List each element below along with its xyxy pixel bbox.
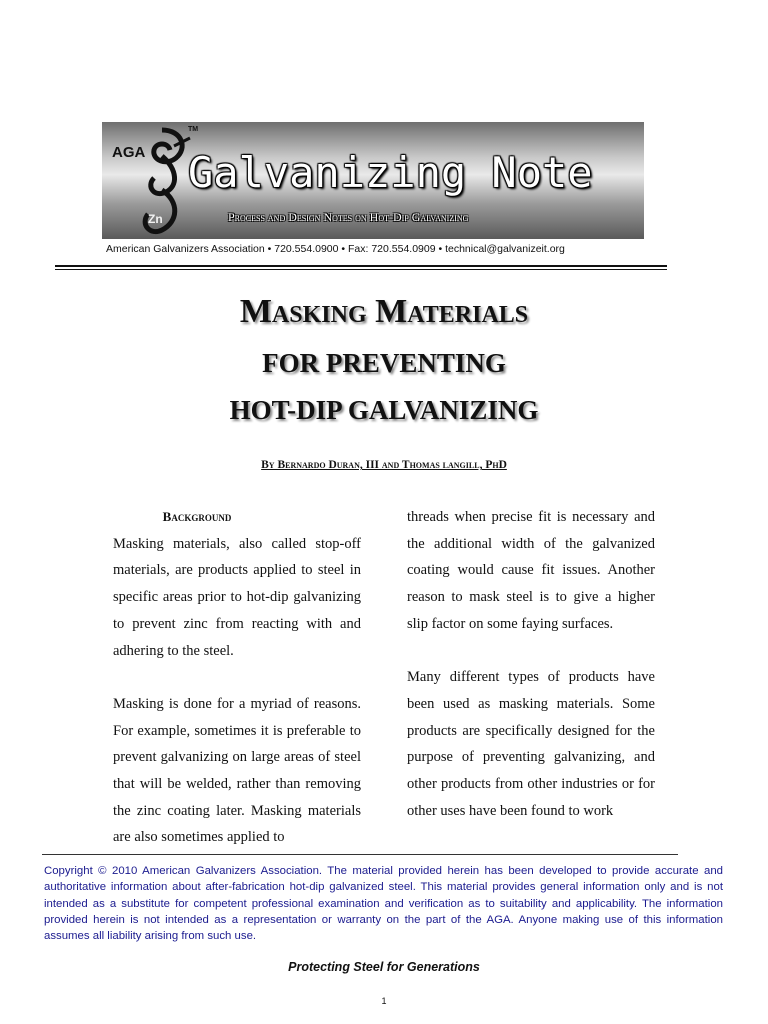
banner-subtitle: Process and Design Notes on Hot-Dip Galvanizing: [228, 210, 469, 224]
header-rule-thick: [55, 265, 667, 267]
article-title-line2: FOR PREVENTING: [262, 348, 506, 378]
right-column: [407, 504, 655, 851]
contact-line: American Galvanizers Association • 720.554.0900 • Fax: 720.554.0909 • technical@galvanizeit.org: [106, 243, 565, 255]
tagline: Protecting Steel for Generations: [288, 960, 480, 974]
article-title-line1: Masking Materials: [239, 293, 529, 330]
footer-rule: [42, 854, 678, 855]
banner-title: Galvanizing Note: [188, 148, 593, 197]
paragraph: threads when precise fit is necessary and the additional width of the galvanized coating would cause fit issues. Another reason to mask steel is to give a higher slip factor on some faying surfaces.: [407, 509, 655, 632]
logo-aga-text: AGA: [112, 144, 146, 161]
header-banner: [102, 122, 644, 239]
paragraph: Masking is done for a myriad of reasons. For example, sometimes it is preferable to prevent galvanizing on large areas of steel that will be welded, rather than removing the zinc coating later. Masking materials are also sometimes applied to: [113, 695, 361, 846]
page-number: 1: [381, 996, 387, 1006]
section-heading: Background: [162, 509, 232, 524]
paragraph: Many different types of products have been used as masking materials. Some products are specifically designed for the purpose of preventing galvanizing, and other products from other industries or for other uses have been found to work: [407, 669, 655, 819]
logo-trademark: TM: [188, 126, 199, 133]
paragraph: Masking materials, also called stop-off materials, are products applied to steel in specific areas prior to hot-dip galvanizing to prevent zinc from reacting with and adhering to the steel.: [113, 535, 361, 659]
left-column: [113, 504, 361, 878]
header-rule-thin: [55, 269, 667, 270]
copyright-notice: Copyright © 2010 American Galvanizers Association. The material provided herein has been developed to provide accurate and authoritative information about after-fabrication hot-dip galvanized steel. This material provides general information only and is not intended as a substitute for competent professional examination and verification as to suitability and applicability. The information provided herein is not intended as a representation or warranty on the part of the AGA. Anyone making use of this information assumes all liability arising from such use.: [44, 865, 723, 943]
logo-zn-text: Zn: [148, 212, 163, 226]
article-title-line3: HOT-DIP GALVANIZING: [229, 395, 539, 425]
byline: By Bernardo Duran, III and Thomas langill, PhD: [261, 459, 507, 471]
